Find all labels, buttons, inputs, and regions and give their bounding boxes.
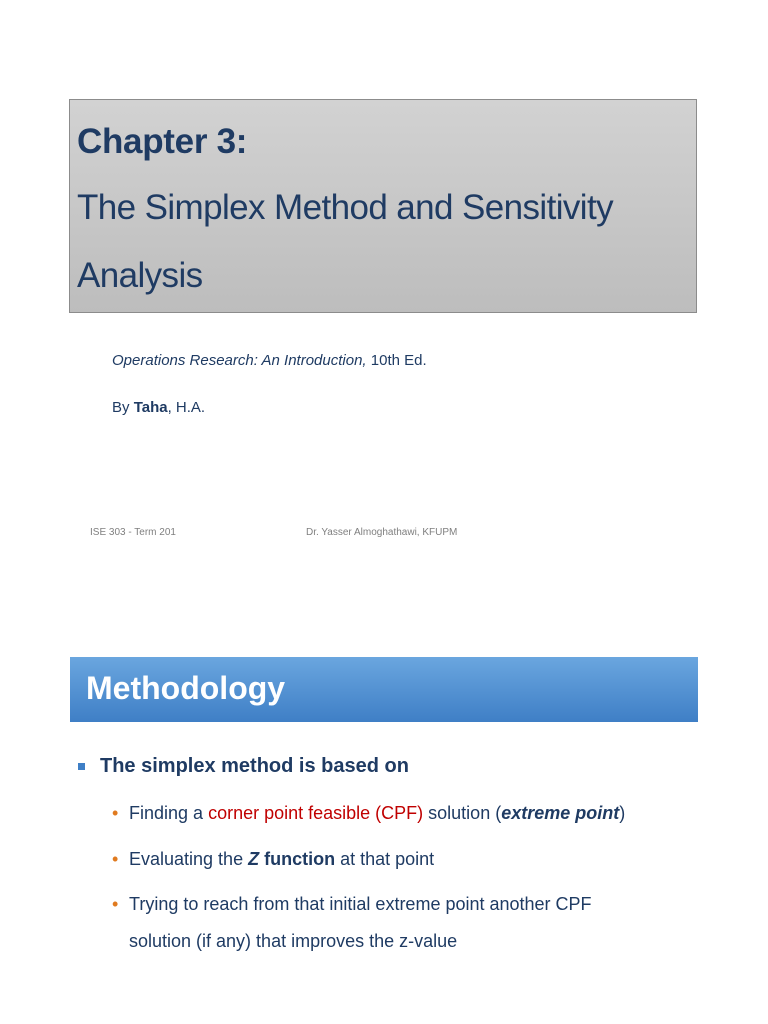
z-function-rest: function bbox=[259, 849, 336, 869]
sub3-line-1: Trying to reach from that initial extreme point another CPF bbox=[129, 894, 592, 914]
main-bullet-text: The simplex method is based on bbox=[100, 755, 409, 777]
sub-bullet-3 bbox=[112, 894, 592, 952]
author-line bbox=[112, 399, 205, 416]
main-bullet bbox=[78, 755, 409, 778]
cpf-highlight: corner point feasible (CPF) bbox=[208, 803, 424, 823]
extreme-point-emphasis: extreme point bbox=[501, 803, 620, 823]
bullet-dot-icon: • bbox=[112, 894, 119, 914]
sub2-prefix: Evaluating the bbox=[129, 849, 249, 869]
book-reference bbox=[112, 352, 427, 369]
square-bullet-icon bbox=[78, 763, 85, 770]
slide-title: Methodology bbox=[86, 670, 286, 706]
sub-bullet-1 bbox=[112, 803, 625, 824]
bullet-dot-icon: • bbox=[112, 849, 119, 869]
sub2-suffix: at that point bbox=[335, 849, 435, 869]
footer-instructor: Dr. Yasser Almoghathawi, KFUPM bbox=[306, 527, 458, 538]
author-suffix: , H.A. bbox=[167, 399, 206, 416]
title-box bbox=[69, 99, 697, 313]
header-bar bbox=[70, 657, 698, 722]
methodology-slide bbox=[0, 600, 768, 1024]
subtitle-line-1: The Simplex Method and Sensitivity bbox=[77, 188, 613, 227]
book-title: Operations Research: An Introduction, bbox=[112, 352, 367, 369]
subtitle-line-2: Analysis bbox=[77, 256, 203, 295]
z-italic: Z bbox=[248, 849, 260, 869]
sub1-suffix: ) bbox=[619, 803, 626, 823]
chapter-heading: Chapter 3: bbox=[77, 122, 248, 161]
author-name: Taha bbox=[133, 399, 168, 416]
author-prefix: By bbox=[112, 399, 134, 416]
sub1-prefix: Finding a bbox=[129, 803, 209, 823]
sub-bullet-2 bbox=[112, 849, 434, 870]
book-edition: 10th Ed. bbox=[366, 352, 427, 369]
sub3-line-2: solution (if any) that improves the z-value bbox=[129, 931, 458, 951]
bullet-dot-icon: • bbox=[112, 803, 119, 823]
sub1-middle: solution ( bbox=[423, 803, 502, 823]
footer-course: ISE 303 - Term 201 bbox=[90, 527, 176, 538]
